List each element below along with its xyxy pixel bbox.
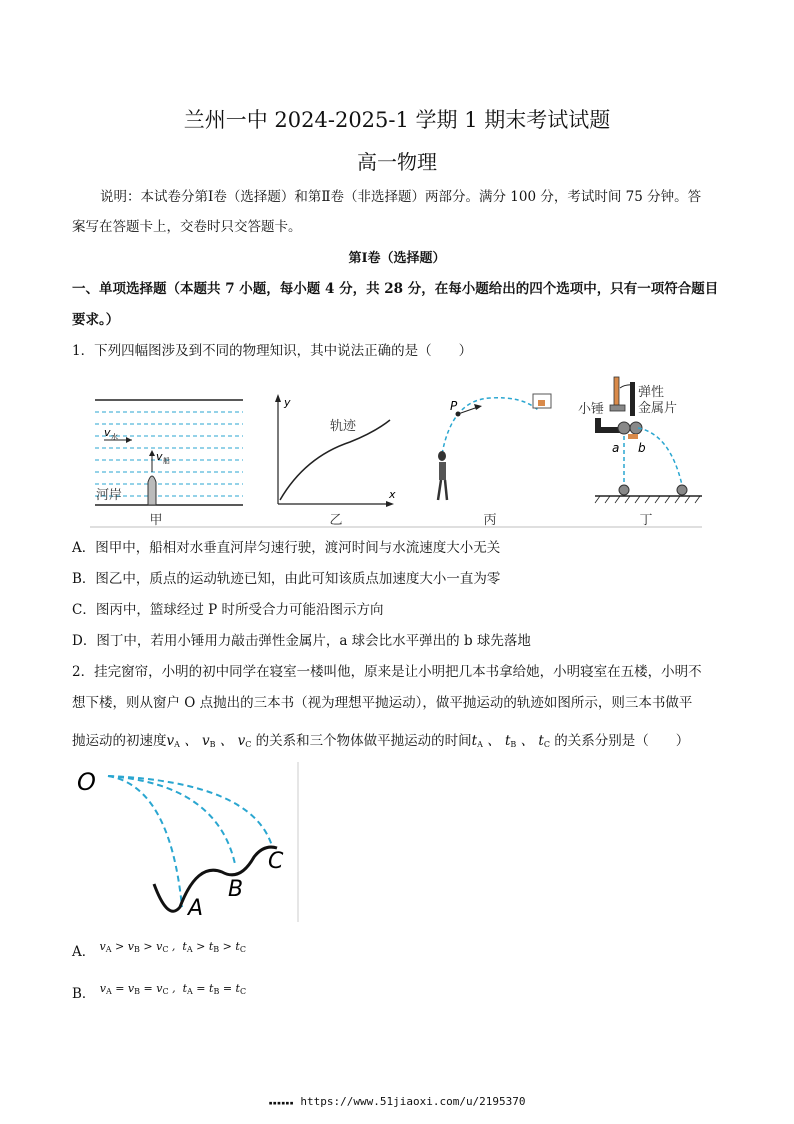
section-heading: 第Ⅰ卷（选择题）	[348, 251, 446, 266]
instructions-line-1: 说明：本试卷分第Ⅰ卷（选择题）和第Ⅱ卷（非选择题）两部分。满分 100 分，考试时间 75 分钟。答	[100, 189, 702, 205]
label-elastic-1: 弹性	[638, 385, 665, 400]
label-elastic-2: 金属片	[638, 401, 678, 416]
label-v-water-sub: 水	[111, 433, 118, 441]
q2-option-b-v: vA = vB = vC , tA = tB = tC	[99, 982, 247, 996]
figure-jia	[95, 400, 243, 505]
q2-option-a	[72, 940, 246, 960]
q1-figure	[90, 372, 702, 532]
q2-figure	[72, 762, 302, 924]
label-v-water: v	[104, 426, 111, 439]
q1-option-d: D．图丁中，若用小锤用力敲击弹性金属片，a 球会比水平弹出的 b 球先落地	[72, 633, 531, 649]
label-ball-a: a	[612, 441, 620, 455]
label-point-p: P	[450, 399, 458, 413]
label-hammer: 小锤	[578, 402, 605, 417]
page-title: 兰州一中 2024-2025-1 学期 1 期末考试试题	[183, 108, 611, 132]
q1-option-a: A．图甲中，船相对水垂直河岸匀速行驶，渡河时间与水流速度大小无关	[72, 540, 501, 556]
q2-stem-line-2: 想下楼，则从窗户 O 点抛出的三本书（视为理想平抛运动），做平抛运动的轨迹如图所示，则三本书做平	[72, 695, 693, 711]
point-b: B	[228, 877, 244, 902]
caption-jia: 甲	[149, 513, 163, 528]
caption-yi: 乙	[329, 513, 343, 528]
figure-ding	[578, 377, 702, 503]
part-heading-line-2: 要求。）	[72, 312, 120, 328]
instructions-line-2: 案写在答题卡上，交卷时只交答题卡。	[72, 219, 302, 235]
q2-stem-part-b: 的关系和三个物体做平抛运动的时间	[255, 733, 472, 749]
label-ball-b: b	[638, 441, 646, 455]
label-v-boat: v	[156, 450, 163, 463]
q1-stem: 1．下列四幅图涉及到不同的物理知识，其中说法正确的是（ ）	[72, 343, 473, 359]
q2-stem-part-a: 抛运动的初速度	[72, 733, 167, 749]
q2-option-a-label: A．	[72, 944, 96, 960]
q2-option-a-v: vA > vB > vC , tA > tB > tC	[99, 940, 246, 954]
caption-ding: 丁	[639, 513, 653, 528]
label-axis-y: y	[284, 396, 291, 409]
part-heading-line-1: 一、单项选择题（本题共 7 小题，每小题 4 分，共 28 分，在每小题给出的四个选项中，只有一项符合题目	[72, 281, 719, 297]
v-abc-symbols: $v_A$ 、 $v_B$ 、 $v_C$	[166, 733, 252, 749]
t-abc-symbols: $t_A$ 、 $t_B$ 、 $t_C$	[471, 733, 550, 749]
figure-yi	[275, 394, 396, 507]
point-c: C	[268, 849, 284, 874]
caption-bing: 丙	[483, 513, 497, 528]
q2-option-b-label: B．	[72, 986, 96, 1002]
label-v-boat-sub: 船	[163, 457, 170, 465]
q1-option-b: B．图乙中，质点的运动轨迹已知，由此可知该质点加速度大小一直为零	[72, 571, 501, 587]
point-a: A	[188, 896, 204, 921]
page-subtitle: 高一物理	[357, 150, 437, 174]
q2-stem-line-1: 2．挂完窗帘，小明的初中同学在寝室一楼叫他，原来是让小明把几本书拿给她，小明寝室在五楼，小明不	[72, 664, 702, 680]
figure-bing	[438, 394, 551, 500]
q1-option-c: C．图丙中，篮球经过 P 时所受合力可能沿图示方向	[72, 602, 384, 618]
point-o: O	[77, 768, 96, 796]
footer-link[interactable]: https://www.51jiaoxi.com/u/2195370	[300, 1095, 526, 1108]
footer-url[interactable]	[0, 1095, 794, 1108]
footer-logo: ▪▪▪▪▪▪	[268, 1099, 294, 1107]
q2-stem-part-c: 的关系分别是（ ）	[554, 733, 690, 749]
label-trajectory: 轨迹	[330, 419, 357, 434]
q2-option-b	[72, 982, 246, 1002]
label-bank: 河岸	[96, 488, 123, 503]
label-axis-x: x	[389, 488, 396, 501]
q2-stem-line-3	[72, 726, 722, 760]
